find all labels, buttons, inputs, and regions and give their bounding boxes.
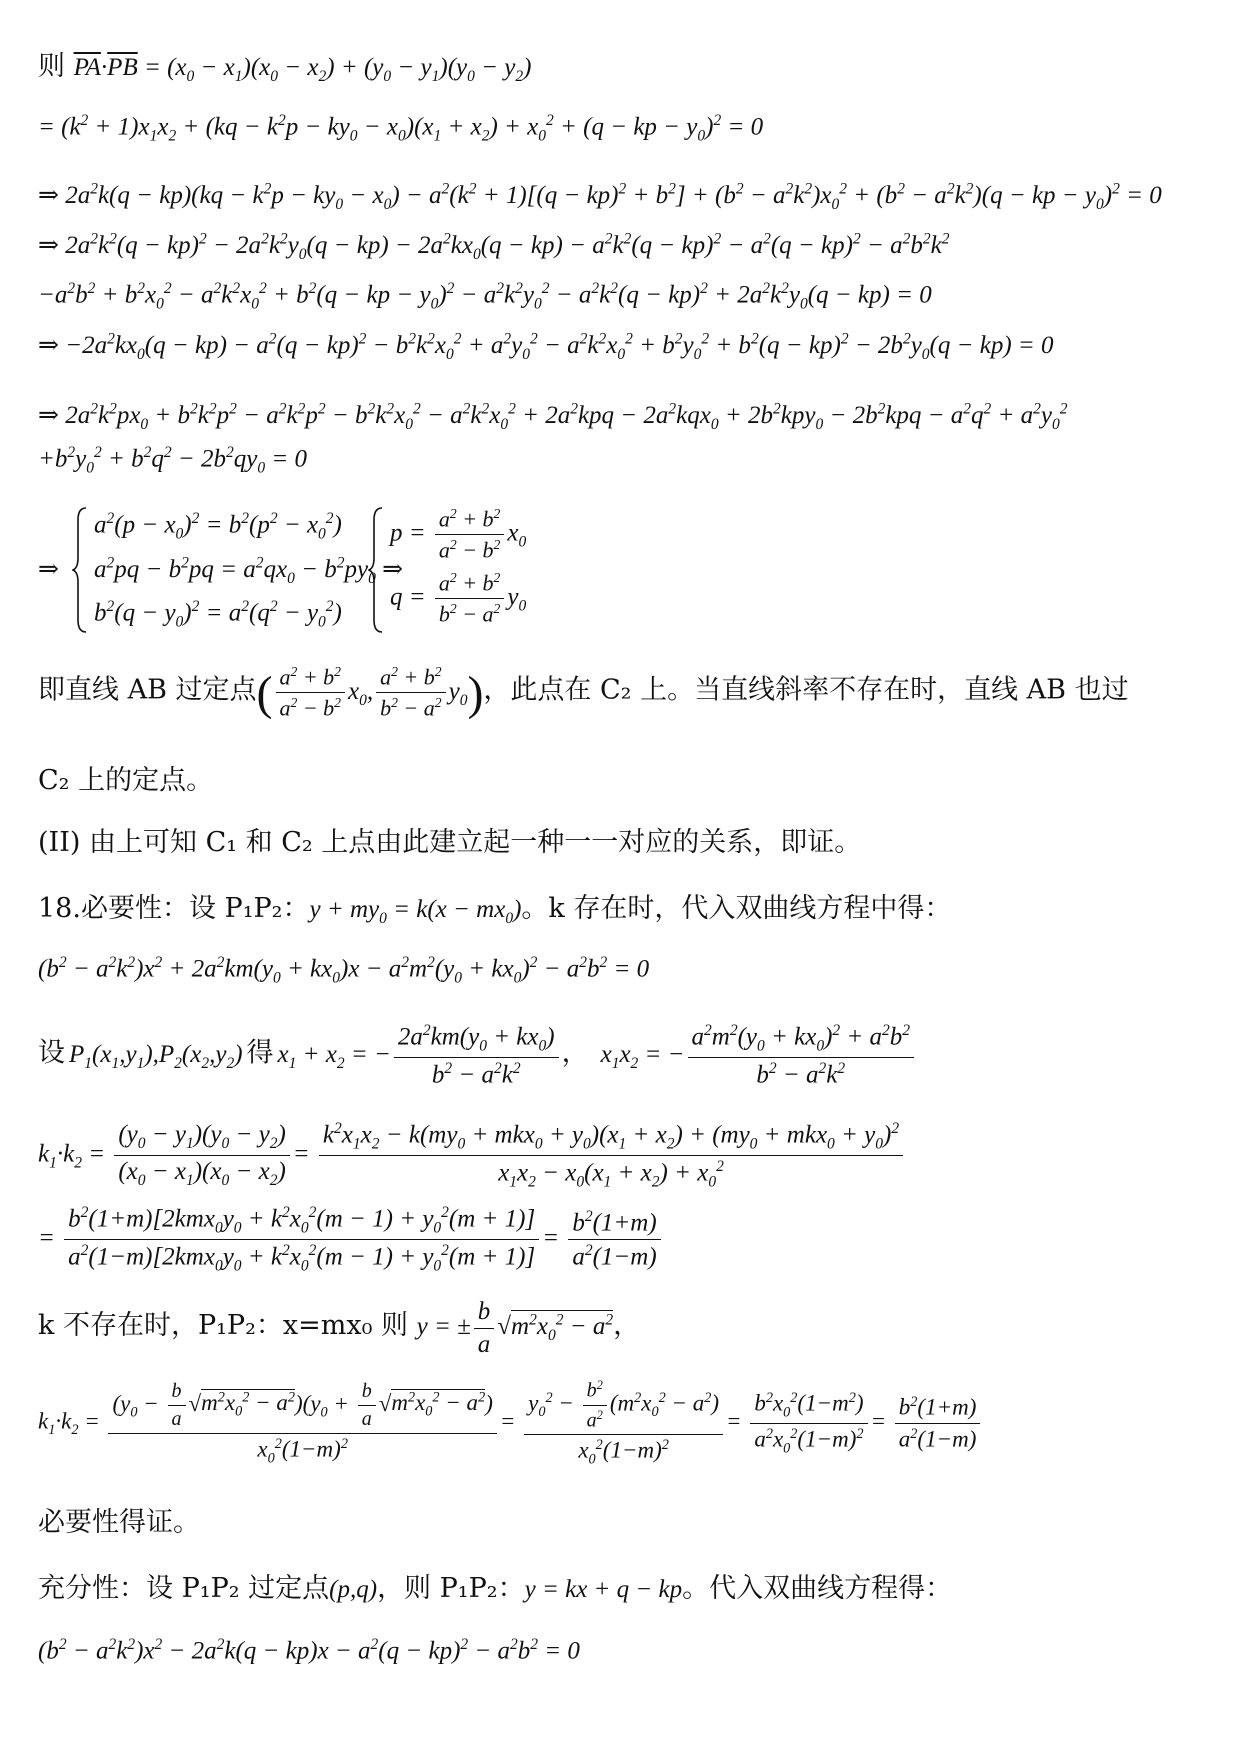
line-k1k2-simplified: = $\frac{b^2(1+m)[2kmx_0y_0 + k^2x_0^2(m - 1) + y_0^2(m + 1)]}{a^2(1-m)[2kmx_0y_0 + k^2x_0^2(m - 1) + y_0^2(m + 1)]}$ = $\frac{b^2(1+m)}{a^2(1-m)}$: [38, 1204, 664, 1276]
line-implies-2: ⇒ $2a^2k^2(q - kp)^2 - 2a^2k^2y_0(q - kp) - 2a^2kx_0(q - kp) - a^2k^2(q - kp)^2 - a^2(q - kp)^2 - a^2b^2k^2$: [38, 230, 950, 263]
line-continuation-2: $+b^2y_0^2 + b^2q^2 - 2b^2qy_0 = 0$: [38, 444, 307, 477]
left-brace-1: [72, 506, 90, 634]
line-implies-1: ⇒ $2a^2k(q - kp)(kq - k^2p - ky_0 - x_0) - a^2(k^2 + 1)[(q - kp)^2 + b^2] + (b^2 - a^2k^2)x_0^2 + (b^2 - a^2k^2)(q$ − kp − $y_0)^2 = 0$: [38, 180, 1162, 213]
solution-q: q = $\frac{a^2 + b^2}{b^2 - a^2}$ $y_0$: [390, 570, 527, 627]
left-brace-2: [368, 506, 386, 634]
text-problem-18-start: 18.必要性：设 P₁P₂：: [38, 893, 310, 924]
line-y-expression: y = ± $\frac{b}{a}$ $√m^2x_0^2 - a^2$: [416, 1298, 614, 1358]
line-k1k2-product: $k_1\cdot k_2$ = $\frac{(y_0 - y_1)(y_0 - y_2)}{(x_0 - x_1)(x_0 - x_2)}$ = $\frac{k^2x_1x_2 - k(my_0 + mkx_0 + y_0)(x_1 + x_2) + (my_0 + mkx_0 + y_0)^2}{x_1x_2 - x_0(x_1 + x_2) + x_0^2}$: [38, 1120, 906, 1192]
system-eq-2: $a^2pq - b^2pq = a^2qx_0 - b^2py_0$ ⇒: [94, 554, 404, 587]
line-pa-pb: 则 $\overline{PA}\cdot\overline{PB} = (x_0 - x_1)(x_0 - x_2) + (y_0 - y_1)(y_0 - y_2)$: [38, 51, 532, 85]
equation-system: ⇒ $a^2(p - x_0)^2 = b^2(p^2 - x_0^2)$ $a^2pq - b^2pq = a^2qx_0 - b^2py_0$ ⇒ $b^2(q - y_0)^2 = a^2(q^2 - y_0^2)$ p = $\frac{a^2 + b^2}{a^2 - b^2}$ $x_0$ q = $\frac{a^2 + b^2}{b^2 - a^2}$ $y_0$: [38, 506, 538, 636]
text-sufficiency-end: 。代入双曲线方程得：: [682, 1573, 953, 1604]
text-k-undefined: [38, 1298, 640, 1359]
line-quadratic-2: $(b^2 - a^2k^2)x^2 - 2a^2k(q - kp)x - a^2(q - kp)^2 - a^2b^2 = 0$: [38, 1636, 580, 1665]
line-implies-3: ⇒ $-2a^2kx_0(q - kp) - a^2(q - kp)^2 - b^2k^2x_0^2 + a^2y_0^2 - a^2k^2x_0^2 + b^2y_0^2 + b^2(q - kp)^2 - 2b^2y_0(q - kp) = 0$: [38, 330, 1054, 363]
line-implies-4: ⇒ $2a^2k^2px_0 + b^2k^2p^2 - a^2k^2p^2 - b^2k^2x_0^2 - a^2k^2x_0^2 + 2a^2kpq - 2a^2kqx_0 + 2b^2kpy_0 - 2b^2kpq - a^2q^2 + a^2y_0^2$: [38, 400, 1068, 433]
system-eq-3: $b^2(q - y_0)^2 = a^2(q^2 - y_0^2)$: [94, 598, 342, 631]
line-continuation-1: $-a^2b^2 + b^2x_0^2 - a^2k^2x_0^2 + b^2(q$ − kp − $y_0)^2 - a^2k^2y_0^2 - a^2k^2(q - kp)^2 + 2a^2k^2y_0(q - kp) = 0$: [38, 280, 932, 313]
text-c2-fixed-point: C₂ 上的定点。: [38, 765, 214, 796]
text-necessity-proved: 必要性得证。: [38, 1507, 200, 1538]
text-problem-18: [38, 886, 951, 928]
fixed-point-pq: (p,q): [329, 1576, 378, 1603]
solution-p: p = $\frac{a^2 + b^2}{a^2 - b^2}$ $x_0$: [390, 506, 527, 563]
text-sufficiency-start: 充分性：设 P₁P₂ 过定点: [38, 1573, 330, 1604]
text-k-undefined-end: ，: [613, 1310, 641, 1342]
text-fixed-point-start: 即直线 AB 过定点: [38, 674, 257, 706]
line-p1p2-equation: $y + my_0 = k(x - mx_0)$: [309, 896, 522, 927]
text-fixed-point: [38, 664, 1129, 722]
text-part-ii: (II) 由上可知 C₁ 和 C₂ 上点由此建立起一种一一对应的关系，即证。: [38, 827, 862, 858]
line-through-pq: y = kx + q − kp: [524, 1576, 683, 1603]
text-sufficiency-mid: ，则 P₁P₂：: [377, 1573, 525, 1604]
line-expansion-1: = $(k^2 + 1)x_1x_2 + (kq - k^2p - ky_0 - x_0)(x_1 + x_2) + x_0^2 + (q$ − kp − $y_0)^2 = 0$: [38, 112, 764, 145]
text-problem-18-end: 。k 存在时，代入双曲线方程中得：: [521, 893, 952, 924]
system-eq-1: $a^2(p - x_0)^2 = b^2(p^2 - x_0^2)$: [94, 510, 342, 543]
line-vieta: 设 $P_1(x_1,y_1),P_2(x_2,y_2)$ 得 $x_1 + x_2$ = − $\frac{2a^2km(y_0 + kx_0)}{b^2 - a^2k^2}$ ， $x_1x_2$ = − $\frac{a^2m^2(y_0 + kx_0)^2 + a^2b^2}{b^2 - a^2k^2}$: [38, 1022, 917, 1090]
text-sufficiency: [38, 1566, 952, 1605]
text-fixed-point-end: ，此点在 C₂ 上。当直线斜率不存在时，直线 AB 也过: [483, 674, 1129, 706]
text-k-undefined-start: k 不存在时，P₁P₂：x=mx₀ 则: [38, 1310, 409, 1342]
line-quadratic-1: $(b^2 - a^2k^2)x^2 + 2a^2km(y_0 + kx_0)x - a^2m^2(y_0 + kx_0)^2 - a^2b^2 = 0$: [38, 954, 650, 987]
fixed-point-expression: ( $\frac{a^2 + b^2}{a^2 - b^2}$ $x_0$, $\frac{a^2 + b^2}{b^2 - a^2}$ $y_0$): [256, 664, 484, 721]
line-k1k2-vertical: $k_1\cdot k_2$ = ($y_0$ − $\frac{b}{a}$ $√m^2x_0^2 - a^2)(y_0$ + $\frac{b}{a}$ $√m^2x_0^2 - a^2$) $x_0^2(1-m)^2$ = $y_0^2$ − $\frac{b^2}{a^2}$ $(m^2x_0^2 - a^2)$ $x_0^2(1-m)^2$ = $\frac{b^2x_0^2(1-m^2)}{a^2x_0^2(1-m)^2}$ = $\frac{b^2(1+m)}{a^2(1-m)}$: [38, 1378, 983, 1469]
